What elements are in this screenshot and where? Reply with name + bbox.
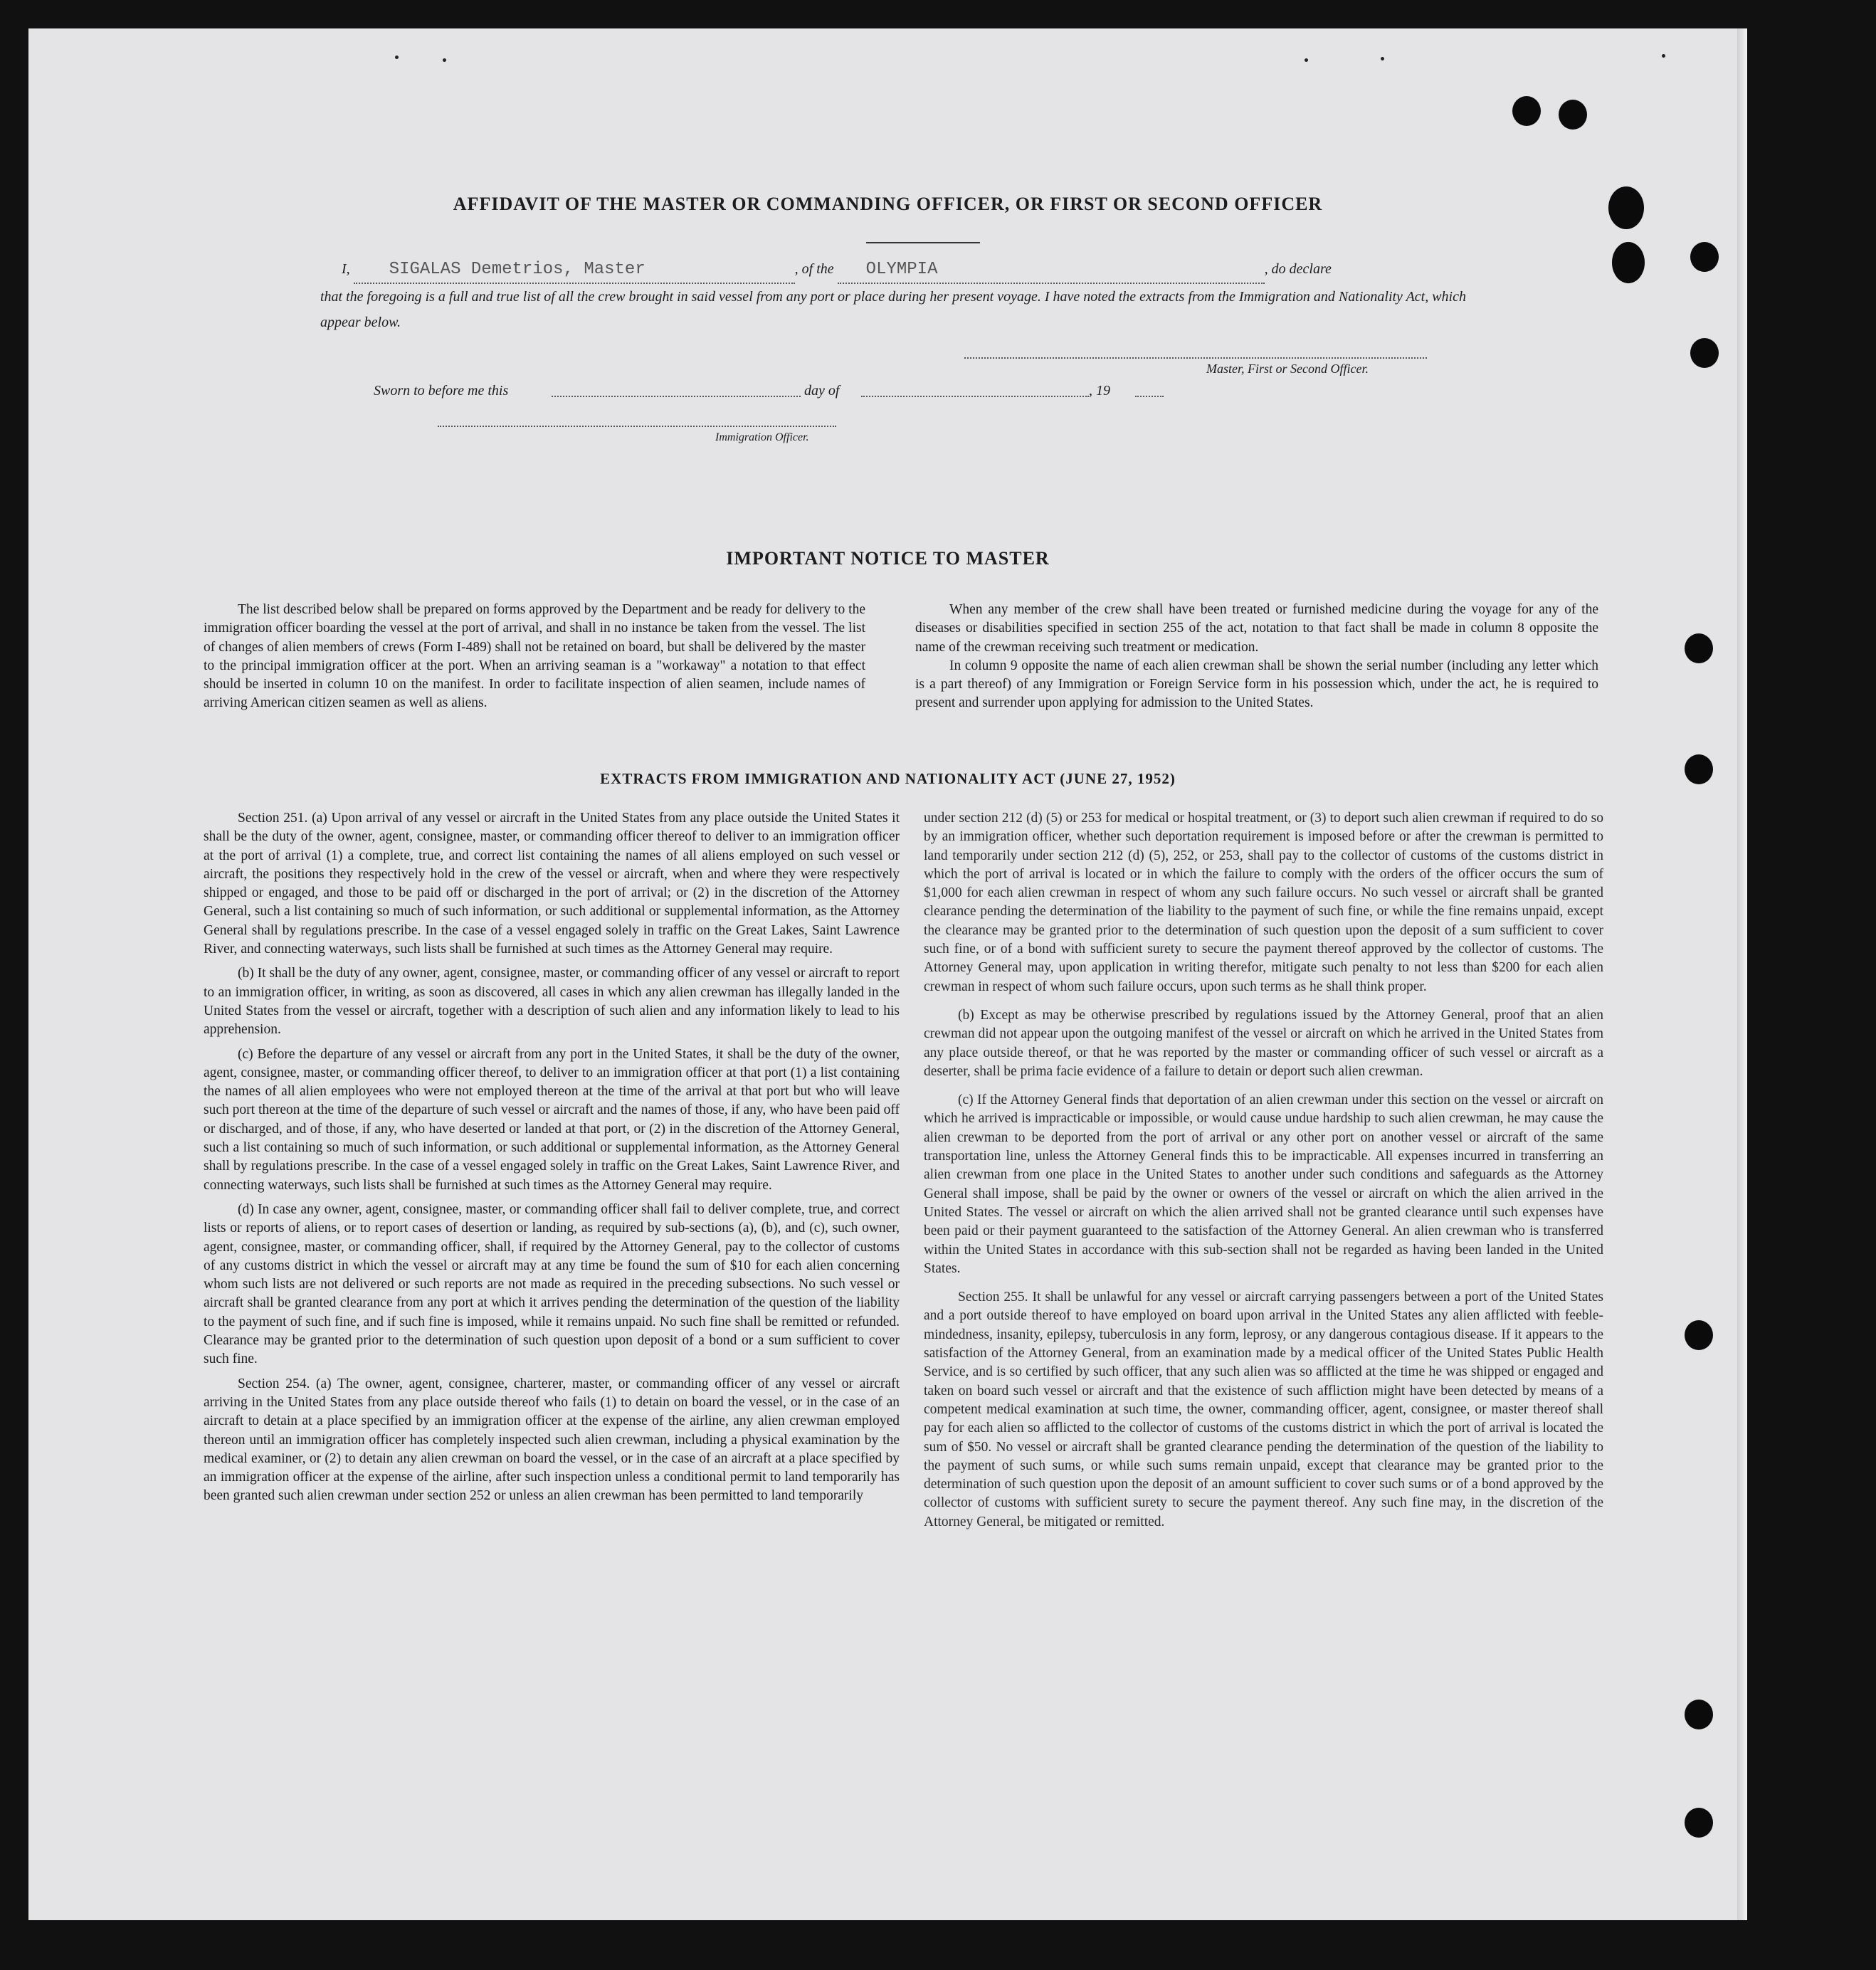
year-prefix: , 19 (1089, 383, 1110, 399)
notice-paragraph: When any member of the crew shall have been treated or furnished medicine during the voyage for any of the diseases or disabilities specified in section 255 of the act, notation to that fact shall be made in column 8 opposite the name of the crewman receiving such treatment or medication. (915, 602, 1598, 655)
typed-vessel: OLYMPIA (865, 260, 938, 279)
name-field[interactable] (354, 256, 795, 284)
section-251-b: (b) It shall be the duty of any owner, agent, consignee, master, or commanding officer of any vessel or aircraft to report to an immigration officer, in writing, as soon as discovered, all cases in which any alien crewman has illegally landed in the United States from the vessel or aircraft, together with a description of such alien and any information likely to lead to his apprehension. (204, 966, 900, 1038)
document-page (28, 28, 1747, 1920)
section-255: Section 255. It shall be unlawful for any vessel or aircraft carrying passengers between a port of the United States and a port outside thereof to have employed on board upon arrival in the United States any alien afflicted with feeble-mindedness, insanity, epilepsy, tuberculosis in any form, leprosy, or any dangerous contagious disease. If it appears to the satisfaction of the Attorney General, from an examination made by a medical officer of the United States Public Health Service, and is so certified by such officer, that any such alien was so afflicted at the time he was shipped or engaged and taken on board such vessel or aircraft and that the existence of such affliction might have been detected by means of a competent medical examination at such time, the owner, commanding officer, agent, consignee, or master thereof shall pay for each alien so afflicted to the collector of customs of the customs district in which the port of arrival is located the sum of $50. No vessel or aircraft shall be granted clearance pending the determination of the question of the liability to the payment of such sums, or while such sums remain unpaid, except that clearance may be granted prior to the determination of such question upon the deposit of an amount sufficient to cover such sums or of a bond approved by the collector of customs with sufficient surety to secure the payment thereof. Any such fine may, in the discretion of the Attorney General, be mitigated or remitted. (924, 1290, 1603, 1529)
notice-paragraph: In column 9 opposite the name of each alien crewman shall be shown the serial number (including any letter which is a part thereof) of any Immigration or Foreign Service form in his possession which, under the act, he is required to present and surrender upon applying for admission to the United States. (915, 658, 1598, 711)
title-underline (866, 242, 980, 243)
punch-hole (1512, 96, 1541, 126)
declaration-text: that the foregoing is a full and true list of all the crew brought in said vessel from any port or place during her present voyage. I have noted the extracts from the Immigration and Nationality Act, which appear below. (320, 289, 1466, 330)
declaration-block (320, 256, 1466, 335)
punch-hole (1685, 1320, 1713, 1350)
declaration-pronoun: I, (342, 261, 350, 277)
affidavit-title: AFFIDAVIT OF THE MASTER OR COMMANDING OFFICER, OR FIRST OR SECOND OFFICER (453, 194, 1323, 214)
scan-speck (443, 58, 446, 62)
section-251-d: (d) In case any owner, agent, consignee, master, or commanding officer shall fail to deliver complete, true, and correct lists or reports of aliens, or to report cases of desertion or landing, as required by sub-sections (a), (b), and (c), such owner, agent, consignee, master, or commanding officer, shall, if required by the Attorney General, pay to the collector of customs of any customs district in which the vessel or aircraft may at any time be found the sum of $10 for each alien concerning whom such lists are not delivered or such reports are not made as required in the preceding subsections. No such vessel or aircraft shall be granted clearance from any port at which it arrives pending the determination of the question of the liability to the payment of such fine, and if such fine is imposed, while it remains unpaid. No such fine shall be remitted or refunded. Clearance may be granted prior to the determination of such question upon deposit of a bond or a sum sufficient to cover such fine. (204, 1201, 900, 1367)
extracts-left-column (204, 809, 900, 1506)
day-of-label: day of (804, 383, 840, 399)
scan-speck (1662, 54, 1665, 58)
section-254-c: (c) If the Attorney General finds that deportation of an alien crewman under this section on the vessel or aircraft on which he arrived is impracticable or impossible, or would cause undue hardship to such alien crewman, he may cause the alien crewman to be deported from the port of arrival or any other port on another vessel or aircraft of the same transportation line, unless the Attorney General finds this to be impracticable. All expenses incurred in transferring an alien crewman from one place in the United States to another under such conditions and safeguards as the Attorney General shall impose, shall be paid by the owner or owners of the vessel or aircraft on which the alien arrived in the United States. The vessel or aircraft on which the alien arrived shall not be granted clearance until such expenses have been paid or their payment guaranteed to the satisfaction of the Attorney General. An alien crewman who is transferred within the United States in accordance with this sub-section shall not be regarded as having been landed in the United States. (924, 1092, 1603, 1276)
punch-hole (1559, 100, 1587, 130)
typed-name: SIGALAS Demetrios, Master (389, 260, 645, 279)
punch-hole (1690, 338, 1719, 368)
punch-hole (1685, 1808, 1713, 1838)
immigration-officer-line[interactable] (438, 426, 836, 427)
extracts-right-column (924, 809, 1603, 1532)
signature-label: Master, First or Second Officer. (1206, 362, 1369, 376)
punch-hole (1690, 242, 1719, 272)
scan-speck (1381, 57, 1384, 60)
vessel-field[interactable] (838, 256, 1265, 284)
sworn-label: Sworn to before me this (374, 383, 509, 399)
notice-right-column (915, 601, 1598, 713)
punch-hole (1685, 1700, 1713, 1729)
extracts-title: EXTRACTS FROM IMMIGRATION AND NATIONALITY ACT (JUNE 27, 1952) (600, 770, 1176, 787)
section-251-c: (c) Before the departure of any vessel or aircraft from any port in the United States, it shall be the duty of the owner, agent, consignee, master, or commanding officer thereof, to deliver to an immigration officer at that port (1) a list containing the names of all alien employees who were not employed thereon at the time of the arrival at that port but who will leave such port thereon at the time of the departure of such vessel or aircraft and the names of those, if any, who have been paid off or discharged, and of those, if any, who have deserted or landed at that port, or (2) in the discretion of the Attorney General, such a list containing so much of such information, or such additional or supplemental information, as the Attorney General shall by regulations prescribe. In the case of a vessel engaged solely in traffic on the Great Lakes, Saint Lawrence River, and connecting waterways, such lists shall be furnished at such times as the Attorney General may require. (204, 1046, 900, 1193)
page-fold-shadow (1737, 28, 1747, 1920)
month-field[interactable] (861, 396, 1089, 397)
scan-speck (395, 56, 399, 59)
immigration-officer-label: Immigration Officer. (715, 431, 809, 443)
notice-left-column (204, 601, 865, 713)
year-field[interactable] (1135, 396, 1164, 397)
section-251-a: Section 251. (a) Upon arrival of any vessel or aircraft in the United States from any place outside the United States it shall be the duty of the owner, agent, consignee, master, or commanding officer thereof to deliver to an immigration officer at the port of arrival (1) a complete, true, and correct list containing the names of all aliens employed on such vessel or aircraft, the positions they respectively hold in the crew of the vessel or aircraft, when and where they were respectively shipped or engaged, and those to be paid off or discharged in the port of arrival; or (2) in the discretion of the Attorney General, such a list containing so much of such information, or such additional or supplemental information, as the Attorney General shall by regulations prescribe. In the case of a vessel engaged solely in traffic on the Great Lakes, Saint Lawrence River, and connecting waterways, such lists shall be furnished at such times as the Attorney General may require. (204, 811, 900, 957)
section-254-b: (b) Except as may be otherwise prescribed by regulations issued by the Attorney General, proof that an alien crewman did not appear upon the outgoing manifest of the vessel or aircraft on which he arrived in the United States from any place outside thereof, or that he was reported by the master or commanding officer of such vessel or aircraft as a deserter, shall be prima facie evidence of a failure to detain or deport such alien crewman. (924, 1007, 1603, 1079)
scan-speck (1305, 58, 1308, 62)
signature-line[interactable] (964, 357, 1427, 359)
punch-hole (1685, 633, 1713, 663)
sworn-date-field[interactable] (552, 396, 801, 397)
section-254-a: Section 254. (a) The owner, agent, consignee, charterer, master, or commanding officer of any vessel or aircraft arriving in the United States from any place outside thereof who fails (1) to detain on board the vessel, or in the case of an aircraft to detain at a place specified by an immigration officer at the expense of the airline, any alien crewman employed thereon until an immigration officer has completely inspected such alien crewman, including a physical examination by the medical examiner, or (2) to detain any alien crewman on board the vessel, or in the case of an aircraft at a place specified by an immigration officer at the expense of the airline, after such inspection unless a conditional permit to land temporarily has been granted such alien crewman under section 252 or unless an alien crewman has been permitted to land temporarily (204, 1376, 900, 1504)
do-declare-label: , do declare (1264, 261, 1332, 277)
of-the-label: , of the (794, 261, 834, 277)
notice-paragraph: The list described below shall be prepared on forms approved by the Department and be ready for delivery to the immigration officer boarding the vessel at the port of arrival, and shall in no instance be taken from the vessel. The list of changes of alien members of crews (Form I-489) shall not be retained on board, but shall be delivered by the master to the principal immigration officer at the port. When an arriving seaman is a "workaway" a notation to that effect should be inserted in column 10 on the manifest. In order to facilitate inspection of alien seamen, include names of arriving American citizen seamen as well as aliens. (204, 602, 865, 711)
notice-title: IMPORTANT NOTICE TO MASTER (726, 548, 1050, 569)
punch-hole (1612, 242, 1645, 283)
section-254-a-continued: under section 212 (d) (5) or 253 for medical or hospital treatment, or (3) to deport such alien crewman if required to do so by an immigration officer, whether such deportation requirement is imposed before or after the crewman is permitted to land temporarily under section 212 (d) (5), 252, or 253, shall pay to the collector of customs of the customs district in which the port of arrival is located or in which the failure to comply with the orders of the officer occurs the sum of $1,000 for each alien crewman in respect of whom any such failure occurs. No such vessel or aircraft shall be granted clearance pending the determination of the liability to the payment of such fine, or while the fine remains unpaid, except the clearance may be granted prior to the determination of such question upon the deposit of a sum sufficient to cover such fine, or of a bond with sufficient surety to secure the payment thereof approved by the collector of customs. The Attorney General may, upon application in writing therefor, mitigate such penalty to not less than $200 for each alien crewman in respect of whom such failure occurs, upon such terms as he shall think proper. (924, 811, 1603, 994)
